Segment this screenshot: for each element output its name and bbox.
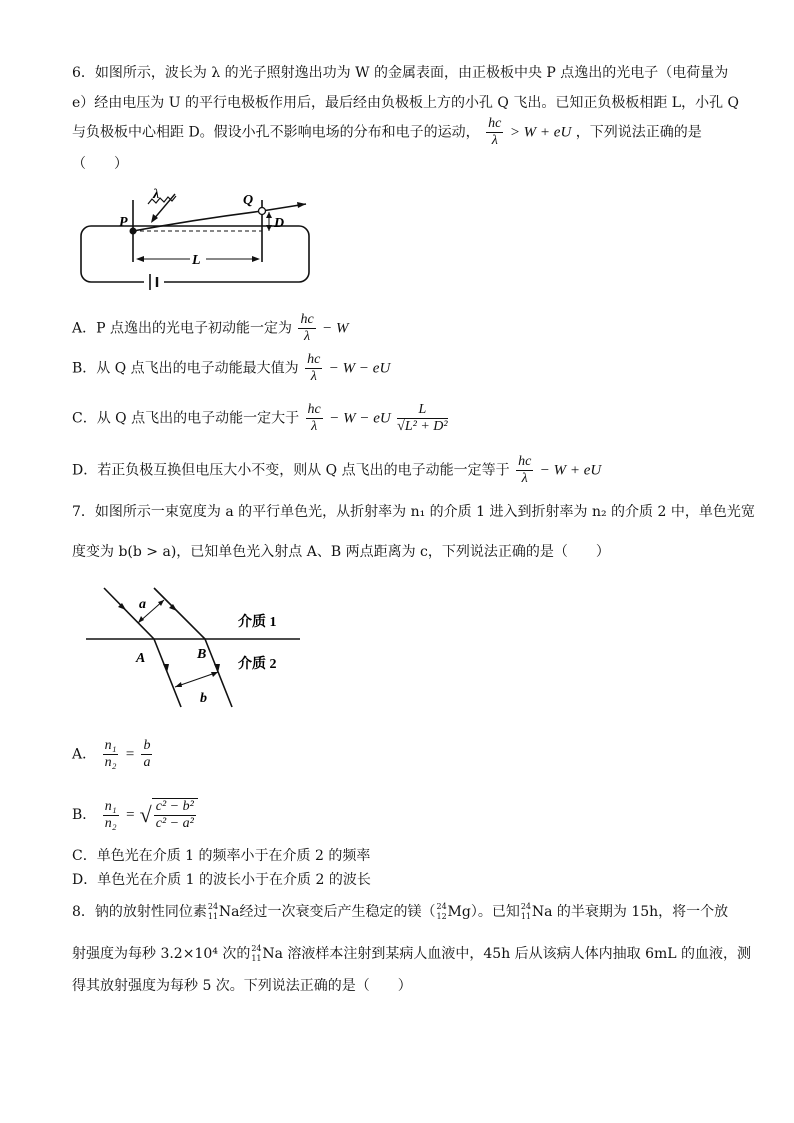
point-a-label: A [136, 651, 146, 666]
q7-option-c: C．单色光在介质 1 的频率小于在介质 2 的频率 [72, 848, 371, 864]
q6-option-c [72, 402, 450, 435]
q7-option-b: B． $\frac{\text{n₁}}{\text{n₂}}$ = √ $\frac{\text{c² − b²}}{\text{c² − a²}}$ [72, 798, 198, 832]
option-text: B． [72, 807, 97, 823]
isotope-na [250, 944, 262, 964]
fraction-numerator: n₁ [104, 798, 117, 814]
fraction-denominator: λ [491, 133, 498, 148]
fraction-denominator: λ [304, 329, 311, 344]
distance-d-label: D [274, 216, 285, 231]
fraction-numerator: hc [300, 312, 314, 327]
point-b-label: B [197, 647, 207, 662]
q6-figure-capacitor [78, 182, 318, 302]
isotope-mg [436, 902, 448, 922]
atomic-number: 11 [207, 912, 219, 921]
atomic-number: 11 [251, 954, 262, 963]
option-math: − W − eU [328, 360, 391, 377]
option-text: C．从 Q 点飞出的电子动能一定大于 [72, 410, 300, 427]
option-text: B．从 Q 点飞出的电子动能最大值为 [72, 360, 299, 377]
isotope-na [207, 902, 219, 922]
mass-number: 24 [520, 902, 532, 911]
fraction-denominator: a [143, 755, 151, 770]
option-fraction-lhs [103, 799, 119, 832]
q6-option-d [72, 454, 601, 487]
q7-option-a: A． $\frac{\text{n₁}}{\text{n₂}}$ = $\frac{b}{a}$ [72, 738, 151, 770]
width-b-label: b [200, 691, 207, 706]
q6-line3-math: > W + eU [509, 124, 572, 141]
q6-line4: （ ） [72, 156, 128, 172]
fraction-denominator: c² − a² [155, 816, 194, 831]
q8-text: Na 溶液样本注射到某病人血液中，45h 后从该病人体内抽取 6mL 的血液，测 [262, 946, 752, 962]
q8-text: 经过一次衰变后产生稳定的镁（ [239, 904, 436, 920]
fraction-denominator: λ [521, 471, 528, 486]
atomic-number: 12 [436, 912, 447, 921]
fraction-numerator: L [397, 402, 447, 419]
q8-line2 [72, 944, 751, 964]
q6-line3-text-b: ，下列说法正确的是 [575, 124, 702, 141]
q8-text: ）。已知 [470, 904, 520, 920]
medium2-label: 介质 2 [238, 657, 277, 672]
medium1-label: 介质 1 [238, 615, 277, 630]
q6-option-b [72, 352, 390, 385]
fraction-denominator: λ [311, 419, 318, 434]
q8-text: Na 的半衰期为 15h，将一个放 [531, 904, 729, 920]
q6-option-a [72, 312, 348, 345]
fraction-denominator: n₂ [104, 815, 117, 831]
option-fraction [516, 454, 533, 487]
q6-line2: e）经由电压为 U 的平行电极板作用后，最后经由负极板上方的小孔 Q 飞出。已知正负极板相距 L，小孔 Q [72, 95, 740, 111]
width-a-label: a [139, 597, 146, 612]
q7-line1: 7．如图所示一束宽度为 a 的平行单色光，从折射率为 n₁ 的介质 1 进入到折射率为 n₂ 的介质 2 中，单色光宽 [72, 504, 755, 520]
element-symbol: Mg [447, 904, 471, 920]
q6-line3-fraction [486, 116, 503, 149]
option-fraction [306, 402, 323, 435]
option-math: − W [322, 320, 349, 337]
q6-line3 [72, 116, 702, 149]
option-math: − W + eU [539, 462, 602, 479]
option-math: − W − eU [329, 410, 391, 427]
lambda-label: λ [153, 187, 160, 202]
option-fraction-lhs [103, 738, 119, 771]
option-fraction-2 [397, 402, 447, 435]
option-fraction [298, 312, 315, 345]
mass-number: 24 [207, 902, 219, 911]
q7-option-d: D．单色光在介质 1 的波长小于在介质 2 的波长 [72, 872, 371, 888]
fraction-denominator: λ [310, 369, 317, 384]
option-sqrt [152, 798, 198, 832]
option-fraction-rhs [141, 738, 152, 771]
q8-line3: 得其放射强度为每秒 5 次。下列说法正确的是（ ） [72, 978, 412, 994]
fraction-numerator: hc [488, 116, 502, 131]
fraction-numerator: hc [307, 402, 321, 417]
q8-text: 射强度为每秒 3.2×10⁴ 次的 [72, 946, 251, 962]
photon-arrow-icon [145, 190, 185, 226]
option-text: A． [72, 746, 97, 763]
isotope-na [520, 902, 532, 922]
q6-line3-text-a: 与负极板中心相距 D。假设小孔不影响电场的分布和电子的运动， [72, 124, 480, 141]
q7-figure-refraction [84, 580, 304, 715]
fraction-denominator: n₂ [104, 755, 117, 770]
option-fraction [305, 352, 322, 385]
fraction-denominator: √L² + D² [397, 419, 448, 434]
q7-line2: 度变为 b(b > a)，已知单色光入射点 A、B 两点距离为 c，下列说法正确的是（ ） [72, 544, 610, 560]
fraction-numerator: hc [307, 352, 321, 367]
fraction-numerator: c² − b² [155, 799, 194, 814]
q8-text: 8．钠的放射性同位素 [72, 904, 207, 920]
point-q-label: Q [243, 193, 254, 208]
point-p-label: P [119, 215, 128, 230]
fraction-numerator: hc [518, 454, 532, 469]
option-text: D．若正负极互换但电压大小不变，则从 Q 点飞出的电子动能一定等于 [72, 462, 510, 479]
q6-line1: 6．如图所示，波长为 λ 的光子照射逸出功为 W 的金属表面，由正极板中央 P 点逸出的光电子（电荷量为 [72, 65, 729, 81]
element-symbol: Na [218, 904, 240, 920]
q8-line1 [72, 902, 728, 922]
atomic-number: 11 [520, 912, 532, 921]
fraction-numerator: b [143, 738, 151, 753]
fraction-numerator: n₁ [104, 738, 117, 753]
mass-number: 24 [251, 944, 262, 953]
mass-number: 24 [436, 902, 447, 911]
option-text: A．P 点逸出的光电子初动能一定为 [72, 320, 292, 337]
distance-l-label: L [192, 253, 201, 268]
